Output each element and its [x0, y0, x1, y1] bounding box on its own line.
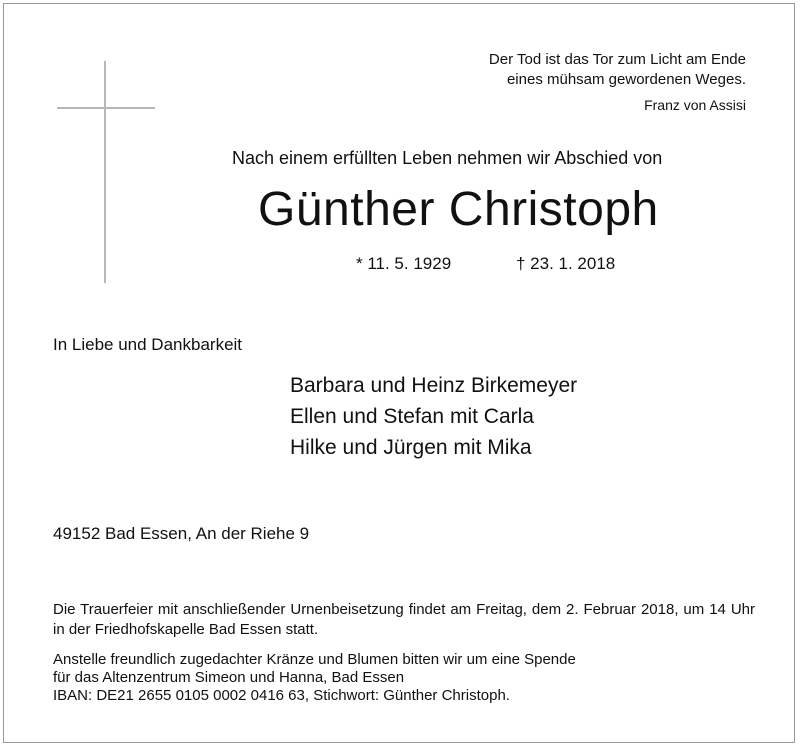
mourners-list	[290, 370, 577, 463]
donation-line-2: für das Altenzentrum Simeon und Hanna, Bad Essen	[53, 669, 405, 686]
death-date: † 23. 1. 2018	[516, 254, 616, 273]
funeral-notice: Die Trauerfeier mit anschließender Urnenbeisetzung findet am Freitag, dem 2. Februar 2018, um 14 Uhr in der Friedhofskapelle Bad Essen statt.	[53, 601, 755, 638]
cross-icon-horizontal	[57, 107, 155, 109]
quote	[489, 50, 746, 90]
donation-line-3: IBAN: DE21 2655 0105 0002 0416 63, Stichwort: Günther Christoph.	[53, 687, 510, 704]
quote-author: Franz von Assisi	[644, 97, 746, 113]
quote-line-1: Der Tod ist das Tor zum Licht am Ende	[488, 51, 746, 68]
donation-line-1: Anstelle freundlich zugedachter Kränze und Blumen bitten wir um eine Spende	[53, 651, 576, 668]
obituary-frame	[3, 3, 795, 743]
birth-date: * 11. 5. 1929	[356, 254, 452, 273]
mourners-intro: In Liebe und Dankbarkeit	[53, 335, 243, 354]
cross-icon-vertical	[104, 61, 106, 283]
deceased-name: Günther Christoph	[258, 183, 659, 236]
farewell-intro: Nach einem erfüllten Leben nehmen wir Abschied von	[232, 148, 663, 168]
donation-notice	[53, 651, 755, 705]
address: 49152 Bad Essen, An der Riehe 9	[53, 524, 310, 543]
mourner-name: Ellen und Stefan mit Carla	[290, 405, 534, 428]
mourner-name: Barbara und Heinz Birkemeyer	[290, 374, 578, 397]
mourner-name: Hilke und Jürgen mit Mika	[290, 436, 532, 459]
quote-line-2: eines mühsam gewordenen Weges.	[506, 71, 746, 88]
